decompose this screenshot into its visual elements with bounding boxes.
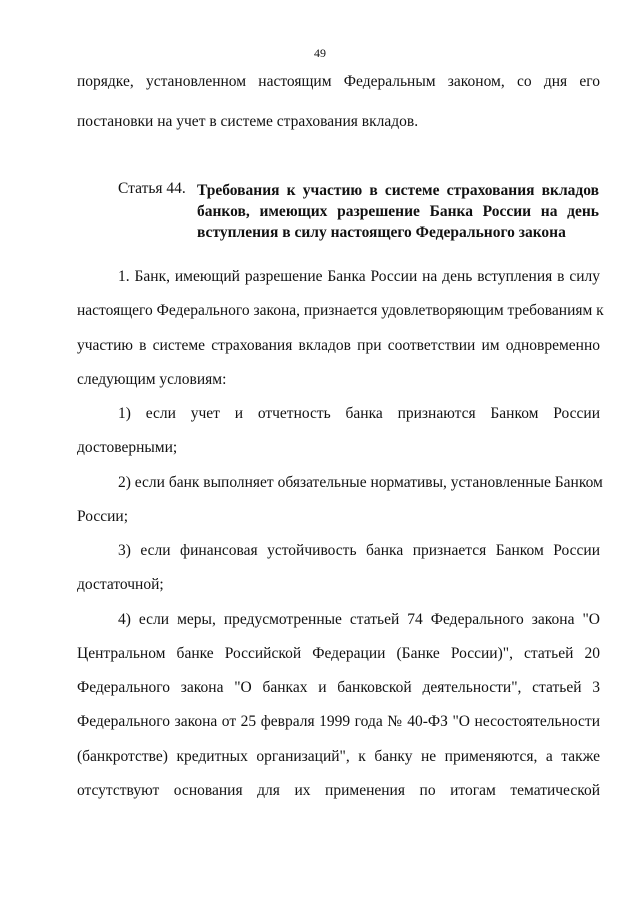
article-label: Статья 44. xyxy=(118,180,186,197)
list-item-line: России; xyxy=(77,508,129,525)
article-title-line: Требования к участию в системе страхования вкладов xyxy=(197,182,599,199)
list-item-line: отсутствуют основания для их применения по итогам тематической xyxy=(77,782,600,799)
list-item-line: 4) если меры, предусмотренные статьей 74 Федерального закона "О xyxy=(118,611,600,628)
text-line: следующим условиям: xyxy=(77,371,227,388)
text-line: постановки на учет в системе страхования вкладов. xyxy=(77,113,419,130)
article-title-line: вступления в силу настоящего Федерального закона xyxy=(197,224,566,241)
list-item-line: 1) если учет и отчетность банка признаются Банком России xyxy=(118,405,600,422)
text-line: порядке, установленном настоящим Федеральным законом, со дня его xyxy=(77,73,600,90)
text-line: 1. Банк, имеющий разрешение Банка России на день вступления в силу xyxy=(118,268,600,285)
page-number: 49 xyxy=(314,46,326,60)
article-title-line: банков, имеющих разрешение Банка России на день xyxy=(197,203,599,220)
list-item-line: (банкротстве) кредитных организаций", к банку не применяются, а также xyxy=(77,748,600,765)
list-item-line: 3) если финансовая устойчивость банка признается Банком России xyxy=(118,542,600,559)
text-line: участию в системе страхования вкладов при соответствии им одновременно xyxy=(77,337,600,354)
list-item-line: Федерального закона "О банках и банковской деятельности", статьей 3 xyxy=(77,679,600,696)
list-item-line: достоверными; xyxy=(77,439,178,456)
list-item-line: Федерального закона от 25 февраля 1999 года № 40-ФЗ "О несостоятельности xyxy=(77,713,600,730)
list-item-line: достаточной; xyxy=(77,576,164,593)
list-item-line: Центральном банке Российской Федерации (Банке России)", статьей 20 xyxy=(77,645,600,662)
article-title xyxy=(197,180,599,243)
list-item-line: 2) если банк выполняет обязательные нормативы, установленные Банком xyxy=(118,474,603,491)
text-line: настоящего Федерального закона, признается удовлетворяющим требованиям к xyxy=(77,302,604,319)
